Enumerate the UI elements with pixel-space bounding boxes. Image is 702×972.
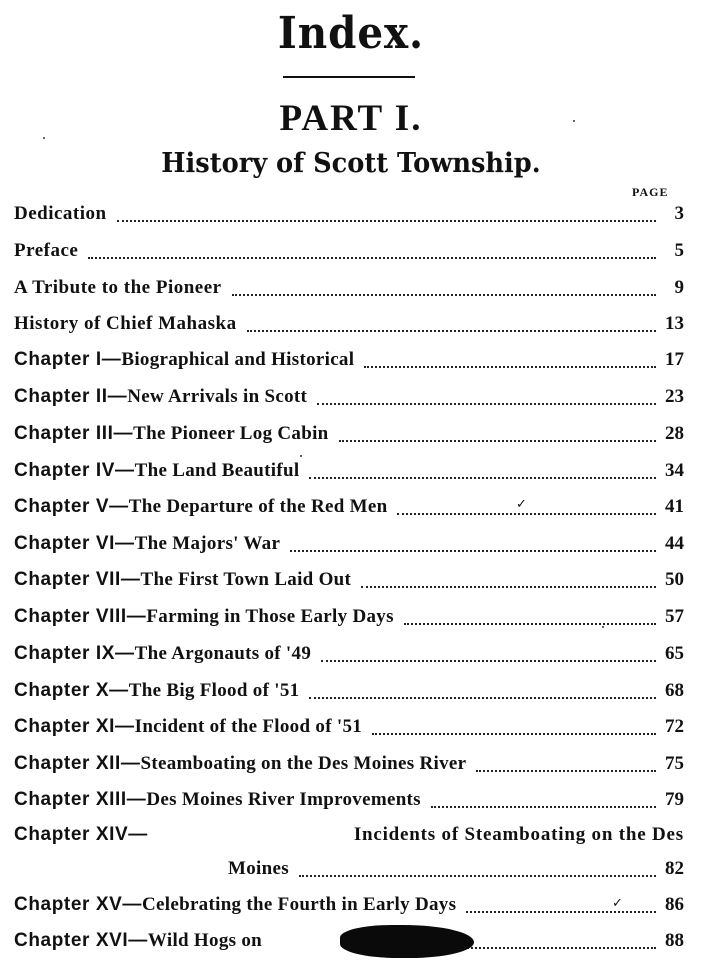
- chapter-prefix: Chapter I—: [14, 349, 122, 370]
- entry-page: 68: [665, 680, 684, 701]
- scan-speck: [602, 626, 604, 628]
- entry-title: New Arrivals in Scott: [127, 386, 308, 407]
- entry-label: [14, 643, 311, 665]
- chapter-prefix: Chapter II—: [14, 386, 128, 407]
- entry-page: 17: [665, 349, 684, 370]
- toc-entry: [14, 894, 684, 916]
- entry-label: [14, 533, 280, 555]
- entry-page: 57: [665, 606, 684, 627]
- entry-title: Preface: [14, 240, 79, 261]
- toc-entry: [14, 716, 684, 738]
- entry-page: 79: [665, 789, 684, 810]
- dot-leader: [466, 907, 656, 913]
- pencil-check-icon: ✓: [612, 896, 623, 911]
- section-subtitle: History of Scott Township.: [161, 148, 541, 179]
- entry-title: History of Chief Mahaska: [14, 313, 237, 334]
- dot-leader: [364, 362, 656, 368]
- toc-entry: [14, 569, 684, 591]
- chapter-prefix: Chapter XI—: [14, 716, 135, 737]
- entry-page: 28: [665, 423, 684, 444]
- entry-title: Celebrating the Fourth in Early Days: [142, 894, 457, 915]
- entry-page: 72: [665, 716, 684, 737]
- entry-title-continued: Moines: [228, 858, 289, 879]
- entry-title: Steamboating on the Des Moines River: [140, 753, 467, 774]
- scan-speck: [573, 120, 575, 122]
- dot-leader: [247, 326, 656, 332]
- page-column-label: PAGE: [632, 185, 669, 199]
- toc-entry: [14, 460, 684, 482]
- dot-leader: [321, 656, 656, 662]
- entry-page: 41: [665, 496, 684, 517]
- entry-label: [14, 423, 329, 445]
- toc-entry: [14, 533, 684, 555]
- entry-page: 82: [665, 858, 684, 879]
- chapter-prefix: Chapter XVI—: [14, 930, 148, 951]
- entry-label: [14, 460, 299, 482]
- entry-page: 3: [674, 203, 684, 224]
- toc-entry: [14, 240, 684, 262]
- entry-label: [14, 606, 394, 628]
- dot-leader: [88, 253, 656, 259]
- toc-entry: [14, 277, 684, 299]
- pencil-check-icon: ✓: [516, 497, 527, 512]
- entry-page: 88: [665, 930, 684, 951]
- entry-title: Dedication: [14, 203, 107, 224]
- entry-page: 65: [665, 643, 684, 664]
- entry-label: [228, 858, 289, 880]
- entry-page: 50: [665, 569, 684, 590]
- toc-entry: [14, 680, 684, 702]
- chapter-prefix: Chapter XII—: [14, 753, 141, 774]
- toc-entry-continuation: [228, 858, 684, 880]
- toc-entry: [14, 386, 684, 408]
- entry-label: [14, 680, 299, 702]
- toc-entry: [14, 349, 684, 371]
- entry-title: A Tribute to the Pioneer: [14, 277, 222, 298]
- entry-title: Des Moines River Improvements: [146, 789, 421, 810]
- entry-page: 86: [665, 894, 684, 915]
- title-divider: [283, 76, 415, 78]
- entry-page: 13: [665, 313, 684, 334]
- entry-title: The Pioneer Log Cabin: [133, 423, 329, 444]
- entry-label: [14, 496, 387, 518]
- dot-leader: [117, 216, 656, 222]
- chapter-prefix: Chapter VII—: [14, 569, 141, 590]
- toc-entry: [14, 606, 684, 628]
- entry-label: [14, 753, 466, 775]
- dot-leader: [232, 290, 656, 296]
- chapter-prefix: Chapter IX—: [14, 643, 135, 664]
- entry-title: Wild Hogs on: [147, 930, 263, 951]
- entry-title: The Majors' War: [134, 533, 281, 554]
- part-heading: PART I.: [279, 98, 423, 139]
- dot-leader: [476, 766, 656, 772]
- dot-leader: [372, 729, 656, 735]
- toc-entry: [14, 753, 684, 775]
- dot-leader: [361, 582, 656, 588]
- scan-speck: [300, 455, 302, 457]
- entry-page: 75: [665, 753, 684, 774]
- entry-label: [14, 930, 262, 952]
- dot-leader: [309, 473, 656, 479]
- dot-leader: [309, 693, 656, 699]
- toc-entry: [14, 313, 684, 335]
- toc-entry: [14, 789, 684, 811]
- entry-title: The First Town Laid Out: [140, 569, 352, 590]
- dot-leader: [290, 546, 656, 552]
- entry-label: [14, 894, 456, 916]
- chapter-prefix: Chapter XIV—: [14, 824, 148, 845]
- chapter-prefix: Chapter X—: [14, 680, 129, 701]
- chapter-prefix: Chapter III—: [14, 423, 134, 444]
- entry-title: Biographical and Historical: [121, 349, 355, 370]
- chapter-prefix: Chapter V—: [14, 496, 129, 517]
- ink-blot: [340, 925, 474, 958]
- dot-leader: [431, 802, 656, 808]
- entry-page: 9: [674, 277, 684, 298]
- entry-page: 5: [674, 240, 684, 261]
- entry-page: 34: [665, 460, 684, 481]
- entry-title: The Land Beautiful: [134, 460, 300, 481]
- entry-page: 23: [665, 386, 684, 407]
- entry-title: Farming in Those Early Days: [146, 606, 394, 627]
- entry-title: The Departure of the Red Men: [128, 496, 388, 517]
- entry-label: [14, 569, 351, 591]
- dot-leader: [299, 871, 656, 877]
- toc-entry-first-line: [14, 824, 684, 846]
- chapter-prefix: Chapter VIII—: [14, 606, 147, 627]
- chapter-prefix: Chapter IV—: [14, 460, 135, 481]
- entry-title: Incidents of Steamboating on the Des: [353, 824, 684, 845]
- toc-entry: [14, 643, 684, 665]
- entry-title: The Argonauts of '49: [134, 643, 312, 664]
- entry-title: Incident of the Flood of '51: [134, 716, 363, 737]
- entry-label: [14, 349, 354, 371]
- chapter-prefix: Chapter XIII—: [14, 789, 147, 810]
- toc-entry: [14, 203, 684, 225]
- page-title: Index.: [277, 8, 425, 59]
- scan-speck: [43, 137, 45, 139]
- dot-leader: [317, 399, 656, 405]
- chapter-prefix: Chapter XV—: [14, 894, 143, 915]
- dot-leader: [339, 436, 656, 442]
- dot-leader: [404, 619, 656, 625]
- toc-entry: [14, 496, 684, 518]
- chapter-prefix: Chapter VI—: [14, 533, 135, 554]
- toc-entry: [14, 423, 684, 445]
- entry-label: [14, 716, 362, 738]
- entry-title: The Big Flood of '51: [128, 680, 300, 701]
- entry-page: 44: [665, 533, 684, 554]
- entry-label: [14, 386, 307, 408]
- entry-label: [14, 789, 421, 811]
